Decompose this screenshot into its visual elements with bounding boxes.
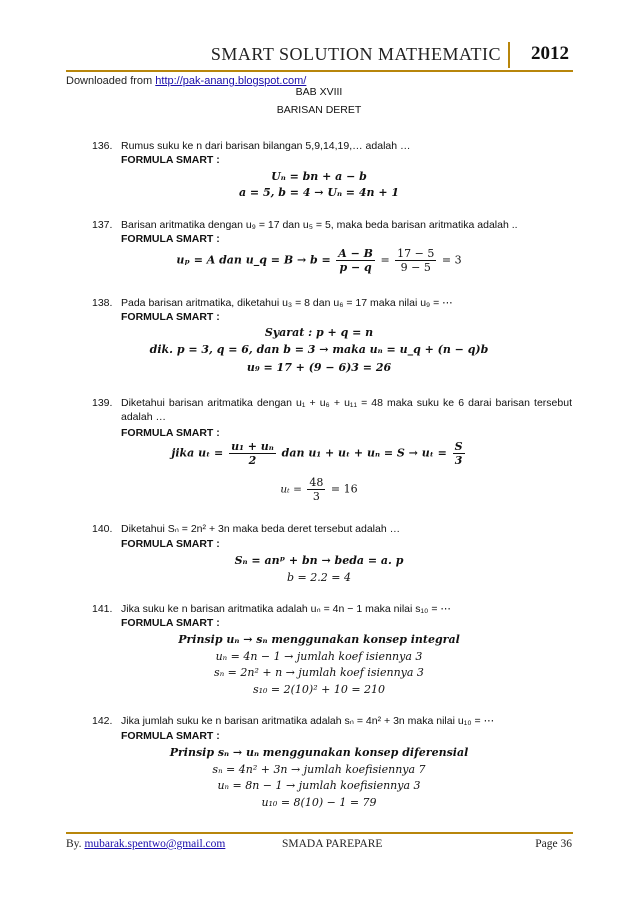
- equation: b = 2.2 = 4: [287, 571, 351, 584]
- equation-lhs: jika uₜ =: [171, 446, 224, 460]
- equation: Uₙ = bn + a − b: [271, 170, 367, 183]
- equation: Syarat : p + q = n: [264, 326, 374, 339]
- equation-with-fraction: [0, 247, 638, 274]
- formula-label: FORMULA SMART :: [121, 233, 220, 245]
- question-text: Diketahui barisan aritmatika dengan u₁ + u₆ + u₁₁ = 48 maka suku ke 6 darai barisan tersebut adalah …: [121, 397, 572, 423]
- fraction-bottom: p − q: [339, 261, 372, 274]
- fraction-top: S: [454, 440, 463, 453]
- footer-author: [66, 838, 225, 850]
- equation: dik. p = 3, q = 6, dan b = 3 → maka uₙ = u_q + (n − q)b: [149, 343, 489, 356]
- equation-result: = 3: [441, 253, 462, 267]
- fraction-bottom: 3: [312, 490, 320, 503]
- fraction: [453, 440, 465, 467]
- equation: s₁₀ = 2(10)² + 10 = 210: [252, 683, 386, 696]
- equation: Prinsip uₙ → sₙ menggunakan konsep integral: [178, 633, 460, 646]
- chapter-number: BAB XVIII: [295, 86, 343, 98]
- formula-label: FORMULA SMART :: [121, 427, 220, 439]
- fraction-top: 48: [309, 476, 324, 489]
- fraction-top: 17 − 5: [397, 247, 435, 260]
- question-text: Rumus suku ke n dari barisan bilangan 5,9,14,19,… adalah …: [121, 140, 411, 152]
- fraction: [307, 476, 325, 503]
- equation-with-fraction: [0, 440, 638, 467]
- question-number: 138.: [92, 297, 113, 309]
- equation: u₁₀ = 8(10) − 1 = 79: [261, 796, 377, 809]
- question-number: 140.: [92, 523, 113, 535]
- question-text: Jika suku ke n barisan aritmatika adalah uₙ = 4n − 1 maka nilai s₁₀ = ⋯: [121, 603, 451, 615]
- header-divider: [508, 42, 510, 68]
- footer-school: SMADA PAREPARE: [282, 838, 383, 850]
- equation-middle: dan u₁ + uₜ + uₙ = S → uₜ =: [281, 446, 447, 460]
- footer-rule: [66, 832, 573, 834]
- page-header: [66, 42, 573, 72]
- fraction: [229, 440, 276, 467]
- footer-by: By.: [66, 838, 85, 850]
- footer-page-number: Page 36: [535, 838, 572, 850]
- header-year: 2012: [531, 43, 569, 64]
- equation: uₙ = 8n − 1 → jumlah koefisiennya 3: [217, 779, 421, 792]
- fraction-top: u₁ + uₙ: [231, 440, 274, 453]
- equation-lhs: uₚ = A dan u_q = B → b =: [176, 253, 331, 267]
- fraction-top: A − B: [338, 247, 373, 260]
- fraction-bottom: 3: [454, 454, 463, 467]
- equation: uₙ = 4n − 1 → jumlah koef isiennya 3: [215, 650, 423, 663]
- question-text: Pada barisan aritmatika, diketahui u₃ = 8 dan u₆ = 17 maka nilai u₉ = ⋯: [121, 297, 453, 309]
- header-rule: [66, 70, 573, 72]
- question-text: Diketahui Sₙ = 2n² + 3n maka beda deret tersebut adalah …: [121, 523, 401, 535]
- download-prefix: Downloaded from: [66, 75, 156, 87]
- formula-label: FORMULA SMART :: [121, 154, 220, 166]
- question-number: 139.: [92, 397, 113, 409]
- download-link[interactable]: http://pak-anang.blogspot.com/: [155, 75, 307, 87]
- equation: a = 5, b = 4 → Uₙ = 4n + 1: [238, 186, 400, 199]
- equation: Sₙ = anᵖ + bn → beda = a. p: [234, 554, 404, 567]
- question-number: 142.: [92, 715, 113, 727]
- equation-result: = 16: [330, 482, 358, 496]
- equation: u₉ = 17 + (9 − 6)3 = 26: [246, 361, 392, 374]
- question-text: Jika jumlah suku ke n barisan aritmatika adalah sₙ = 4n² + 3n maka nilai u₁₀ = ⋯: [121, 715, 495, 727]
- equation-with-fraction: [0, 476, 638, 503]
- question-number: 137.: [92, 219, 113, 231]
- footer-email-link[interactable]: mubarak.spentwo@gmail.com: [84, 838, 226, 850]
- question-number: 136.: [92, 140, 113, 152]
- formula-label: FORMULA SMART :: [121, 730, 220, 742]
- formula-label: FORMULA SMART :: [121, 538, 220, 550]
- formula-label: FORMULA SMART :: [121, 617, 220, 629]
- equation: sₙ = 4n² + 3n → jumlah koefisiennya 7: [212, 763, 426, 776]
- equation: sₙ = 2n² + n → jumlah koef isiennya 3: [214, 666, 424, 679]
- chapter-title: BARISAN DERET: [276, 104, 362, 116]
- fraction: [336, 247, 375, 274]
- question-text: Barisan aritmatika dengan u₉ = 17 dan u₅ = 5, maka beda barisan aritmatika adalah ..: [121, 219, 518, 231]
- fraction-bottom: 2: [248, 454, 257, 467]
- question-number: 141.: [92, 603, 113, 615]
- equation: Prinsip sₙ → uₙ menggunakan konsep diferensial: [169, 746, 469, 759]
- equals-sign: =: [380, 253, 390, 267]
- header-title: SMART SOLUTION MATHEMATIC: [210, 44, 501, 64]
- equation-lhs: uₜ =: [280, 483, 302, 496]
- fraction-bottom: 9 − 5: [400, 261, 431, 274]
- fraction: [395, 247, 436, 274]
- formula-label: FORMULA SMART :: [121, 311, 220, 323]
